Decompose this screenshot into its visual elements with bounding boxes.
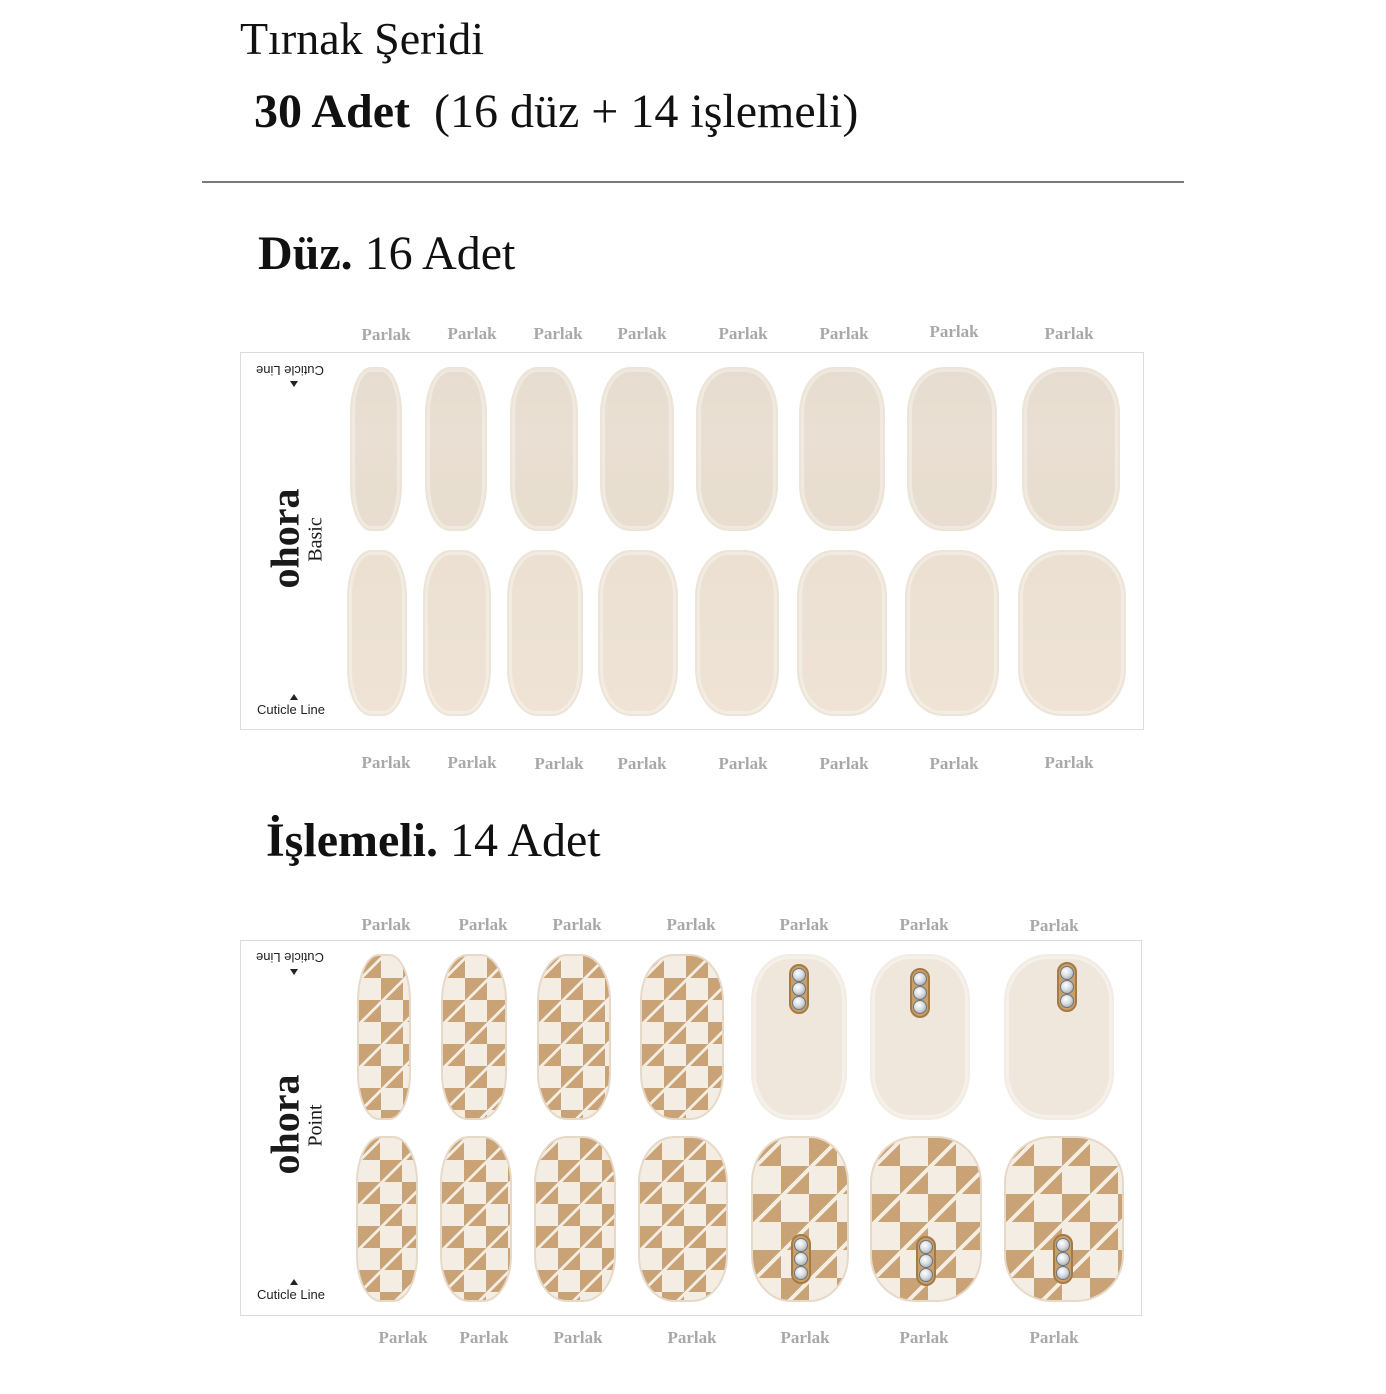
crystal-gem-icon <box>792 996 806 1010</box>
total-count-bold: 30 Adet <box>254 85 410 138</box>
crystal-charm-icon <box>791 1234 811 1284</box>
crystal-charm-icon <box>916 1236 936 1286</box>
point-section-heading <box>266 813 601 868</box>
plain-bottom-label: Parlak <box>447 753 497 772</box>
houndstooth-nail-tip <box>441 954 507 1120</box>
point-top-label: Parlak <box>552 915 602 934</box>
plain-bottom-label: Parlak <box>361 753 411 772</box>
crystal-gem-icon <box>919 1254 933 1268</box>
houndstooth-nail-tip <box>357 954 411 1120</box>
point-top-label: Parlak <box>458 915 508 934</box>
point-bottom-label: Parlak <box>378 1328 428 1347</box>
crystal-gem-icon <box>792 982 806 996</box>
crystal-gem-icon <box>919 1268 933 1282</box>
crystal-charm-icon <box>910 968 930 1018</box>
point-bottom-label: Parlak <box>459 1328 509 1347</box>
plain-nail-tip <box>507 550 583 716</box>
plain-top-label: Parlak <box>1044 324 1094 343</box>
total-count-detail: (16 düz + 14 işlemeli) <box>434 85 859 138</box>
plain-nail-tip <box>797 550 887 716</box>
plain-bottom-label: Parlak <box>819 754 869 773</box>
crystal-gem-icon <box>913 986 927 1000</box>
point-bottom-label: Parlak <box>553 1328 603 1347</box>
crystal-gem-icon <box>1056 1266 1070 1280</box>
plain-top-label: Parlak <box>447 324 497 343</box>
houndstooth-nail-tip <box>440 1136 512 1302</box>
crystal-gem-icon <box>913 1000 927 1014</box>
plain-bottom-label: Parlak <box>929 754 979 773</box>
plain-nail-tip <box>425 367 487 531</box>
page-title: Tırnak Şeridi <box>240 13 484 64</box>
plain-nail-tip <box>350 367 402 531</box>
plain-bottom-label: Parlak <box>617 754 667 773</box>
crystal-charm-icon <box>1053 1234 1073 1284</box>
point-heading-count: 14 Adet <box>449 814 601 867</box>
product-line-name: Basic <box>304 517 327 562</box>
total-count <box>254 84 858 139</box>
plain-top-label: Parlak <box>718 324 768 343</box>
point-bottom-label: Parlak <box>780 1328 830 1347</box>
houndstooth-nail-tip <box>638 1136 728 1302</box>
point-top-label: Parlak <box>899 915 949 934</box>
plain-section-heading <box>258 226 515 281</box>
plain-bottom-label: Parlak <box>534 754 584 773</box>
point-top-label: Parlak <box>361 915 411 934</box>
plain-nail-tip <box>510 367 578 531</box>
crystal-gem-icon <box>1056 1252 1070 1266</box>
header-divider <box>202 181 1184 183</box>
plain-nail-tip <box>423 550 491 716</box>
crystal-gem-icon <box>1060 994 1074 1008</box>
brand-logo: ohora <box>262 1074 308 1175</box>
plain-nail-tip <box>905 550 999 716</box>
crystal-charm-icon <box>1057 962 1077 1012</box>
plain-heading-bold: Düz. <box>258 227 353 280</box>
plain-nail-tip <box>695 550 779 716</box>
plain-nail-tip <box>600 367 674 531</box>
houndstooth-nail-tip <box>356 1136 418 1302</box>
crystal-gem-icon <box>794 1238 808 1252</box>
cuticle-arrow-down-icon <box>290 381 298 387</box>
houndstooth-nail-tip <box>640 954 724 1120</box>
plain-nail-tip <box>907 367 997 531</box>
crystal-charm-icon <box>789 964 809 1014</box>
crystal-gem-icon <box>792 968 806 982</box>
crystal-gem-icon <box>1056 1238 1070 1252</box>
plain-nail-tip <box>696 367 778 531</box>
product-line-name: Point <box>304 1104 327 1147</box>
point-top-label: Parlak <box>666 915 716 934</box>
plain-nail-tip <box>1022 367 1120 531</box>
cuticle-arrow-up-icon <box>290 694 298 700</box>
crystal-gem-icon <box>919 1240 933 1254</box>
plain-bottom-label: Parlak <box>718 754 768 773</box>
crystal-gem-icon <box>1060 980 1074 994</box>
crystal-gem-icon <box>794 1266 808 1280</box>
plain-heading-count: 16 Adet <box>364 227 516 280</box>
crystal-gem-icon <box>794 1252 808 1266</box>
crystal-gem-icon <box>1060 966 1074 980</box>
point-heading-bold: İşlemeli. <box>266 814 438 867</box>
point-bottom-label: Parlak <box>1029 1328 1079 1347</box>
point-top-label: Parlak <box>1029 916 1079 935</box>
cuticle-line-top-label: Cuticle Line <box>256 363 324 378</box>
plain-bottom-label: Parlak <box>1044 753 1094 772</box>
plain-nail-tip <box>799 367 885 531</box>
plain-nail-tip <box>347 550 407 716</box>
plain-top-label: Parlak <box>929 322 979 341</box>
plain-top-label: Parlak <box>361 325 411 344</box>
plain-nail-tip <box>598 550 678 716</box>
cuticle-line-top-label: Cuticle Line <box>256 950 324 965</box>
cuticle-line-bottom-label: Cuticle Line <box>257 1287 325 1302</box>
houndstooth-nail-tip <box>534 1136 616 1302</box>
brand-logo: ohora <box>262 488 308 589</box>
plain-nail-tip <box>1018 550 1126 716</box>
plain-top-label: Parlak <box>617 324 667 343</box>
point-bottom-label: Parlak <box>667 1328 717 1347</box>
point-bottom-label: Parlak <box>899 1328 949 1347</box>
point-top-label: Parlak <box>779 915 829 934</box>
cuticle-arrow-up-icon <box>290 1279 298 1285</box>
crystal-gem-icon <box>913 972 927 986</box>
plain-top-label: Parlak <box>533 324 583 343</box>
plain-top-label: Parlak <box>819 324 869 343</box>
cuticle-line-bottom-label: Cuticle Line <box>257 702 325 717</box>
houndstooth-nail-tip <box>537 954 611 1120</box>
cuticle-arrow-down-icon <box>290 969 298 975</box>
